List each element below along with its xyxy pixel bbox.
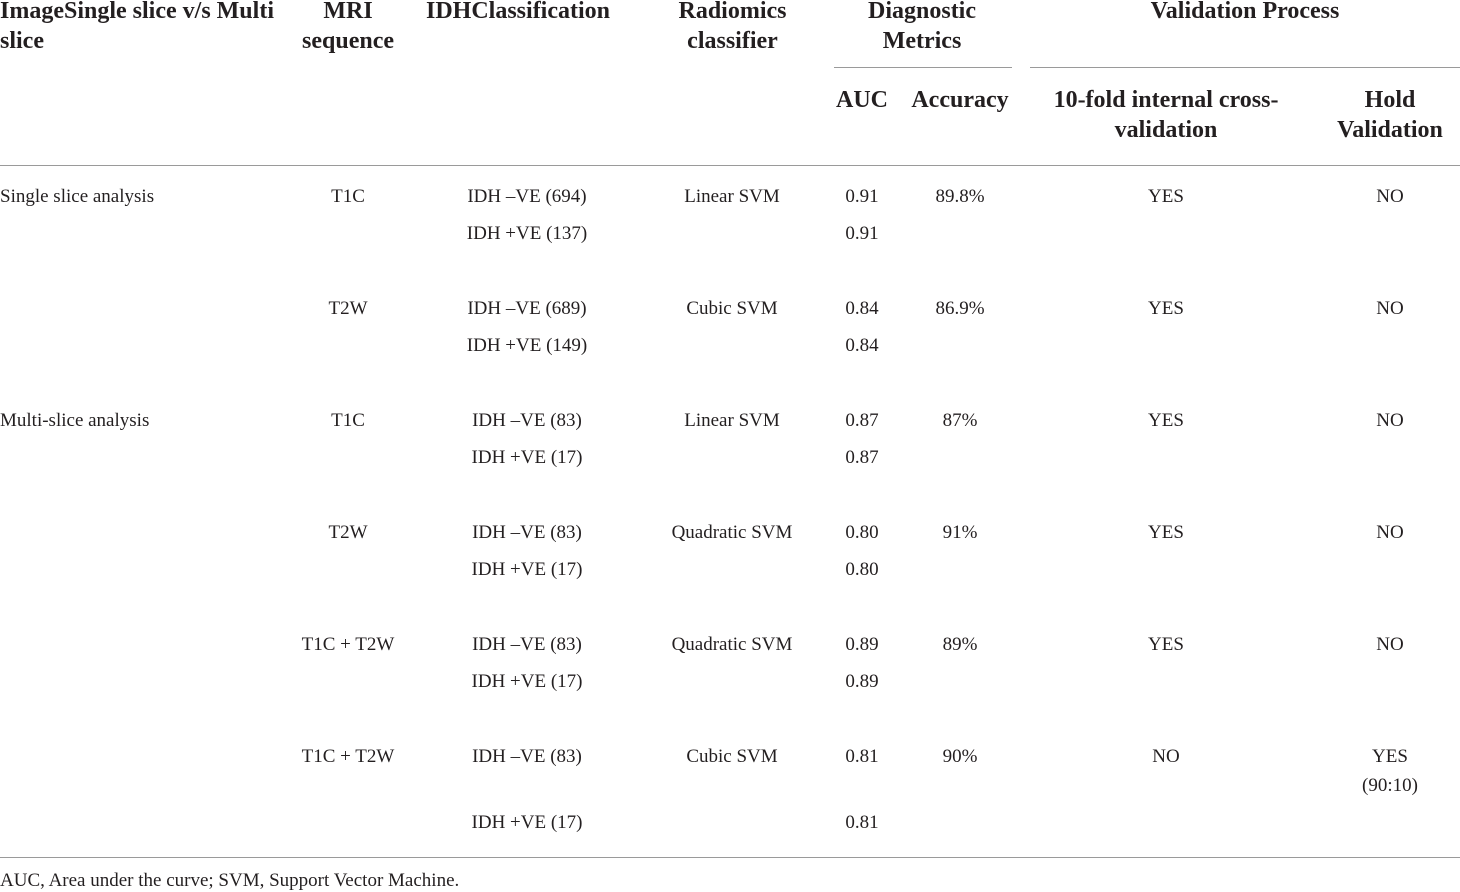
idh-negative: IDH –VE (83) [472, 522, 582, 543]
idh-positive: IDH +VE (149) [466, 335, 588, 356]
table-footnote: AUC, Area under the curve; SVM, Support Vector Machine. [0, 870, 460, 891]
radiomics-classifier: Quadratic SVM [671, 634, 793, 655]
radiomics-classifier: Linear SVM [684, 186, 780, 207]
auc-value: 0.91 [845, 186, 879, 207]
header-image: ImageSingle slice v/s Multi slice [0, 0, 274, 54]
header-validation-process: Validation Process [1150, 0, 1340, 24]
header-10-fold-cross-validation: 10-fold internal cross-validation [1053, 87, 1279, 143]
auc-value: 0.80 [845, 559, 879, 580]
mri-sequence: T2W [328, 522, 368, 543]
idh-positive: IDH +VE (137) [466, 223, 588, 244]
hold-validation-ratio: (90:10) [1362, 775, 1418, 796]
accuracy-value: 90% [942, 746, 978, 767]
radiomics-classifier: Linear SVM [684, 410, 780, 431]
auc-value: 0.87 [845, 410, 879, 431]
hold-validation-value: YES [1372, 746, 1408, 767]
cross-validation-value: YES [1148, 186, 1184, 207]
hold-validation-value: NO [1376, 298, 1404, 319]
auc-value: 0.81 [845, 812, 879, 833]
idh-positive: IDH +VE (17) [471, 559, 583, 580]
auc-value: 0.87 [845, 447, 879, 468]
header-radiomics-classifier: Radiomics classifier [678, 0, 787, 54]
hold-validation-value: NO [1376, 522, 1404, 543]
mri-sequence: T1C [331, 410, 365, 431]
mri-sequence: T2W [328, 298, 368, 319]
header-idh-classification: IDHClassification [426, 0, 611, 24]
accuracy-value: 86.9% [935, 298, 985, 319]
auc-value: 0.89 [845, 671, 879, 692]
idh-positive: IDH +VE (17) [471, 447, 583, 468]
cross-validation-value: YES [1148, 634, 1184, 655]
diagnostic-group-rule [834, 67, 1012, 68]
cross-validation-value: YES [1148, 522, 1184, 543]
mri-sequence: T1C [331, 186, 365, 207]
radiomics-classifier: Quadratic SVM [671, 522, 793, 543]
hold-validation-value: NO [1376, 634, 1404, 655]
auc-value: 0.89 [845, 634, 879, 655]
radiomics-classifier: Cubic SVM [686, 746, 778, 767]
accuracy-value: 89.8% [935, 186, 985, 207]
cross-validation-value: NO [1152, 746, 1180, 767]
header-bottom-rule [0, 165, 1460, 166]
accuracy-value: 89% [942, 634, 978, 655]
auc-value: 0.84 [845, 335, 879, 356]
auc-value: 0.80 [845, 522, 879, 543]
mri-sequence: T1C + T2W [301, 634, 395, 655]
header-diagnostic-metrics: Diagnostic Metrics [868, 0, 976, 54]
auc-value: 0.81 [845, 746, 879, 767]
accuracy-value: 91% [942, 522, 978, 543]
hold-validation-value: NO [1376, 186, 1404, 207]
validation-group-rule [1030, 67, 1460, 68]
idh-positive: IDH +VE (17) [471, 812, 583, 833]
radiomics-classifier: Cubic SVM [686, 298, 778, 319]
auc-value: 0.84 [845, 298, 879, 319]
header-auc: AUC [836, 87, 888, 113]
mri-sequence: T1C + T2W [301, 746, 395, 767]
idh-negative: IDH –VE (83) [472, 746, 582, 767]
idh-negative: IDH –VE (83) [472, 410, 582, 431]
header-mri-sequence: MRI sequence [302, 0, 394, 54]
idh-positive: IDH +VE (17) [471, 671, 583, 692]
header-hold-validation: Hold Validation [1337, 87, 1443, 143]
accuracy-value: 87% [942, 410, 978, 431]
header-accuracy: Accuracy [911, 87, 1009, 113]
idh-negative: IDH –VE (83) [472, 634, 582, 655]
cross-validation-value: YES [1148, 410, 1184, 431]
hold-validation-value: NO [1376, 410, 1404, 431]
analysis-type: Single slice analysis [0, 186, 155, 207]
auc-value: 0.91 [845, 223, 879, 244]
idh-negative: IDH –VE (689) [467, 298, 587, 319]
idh-negative: IDH –VE (694) [467, 186, 587, 207]
table-bottom-rule [0, 857, 1460, 858]
analysis-type: Multi-slice analysis [0, 410, 150, 431]
cross-validation-value: YES [1148, 298, 1184, 319]
